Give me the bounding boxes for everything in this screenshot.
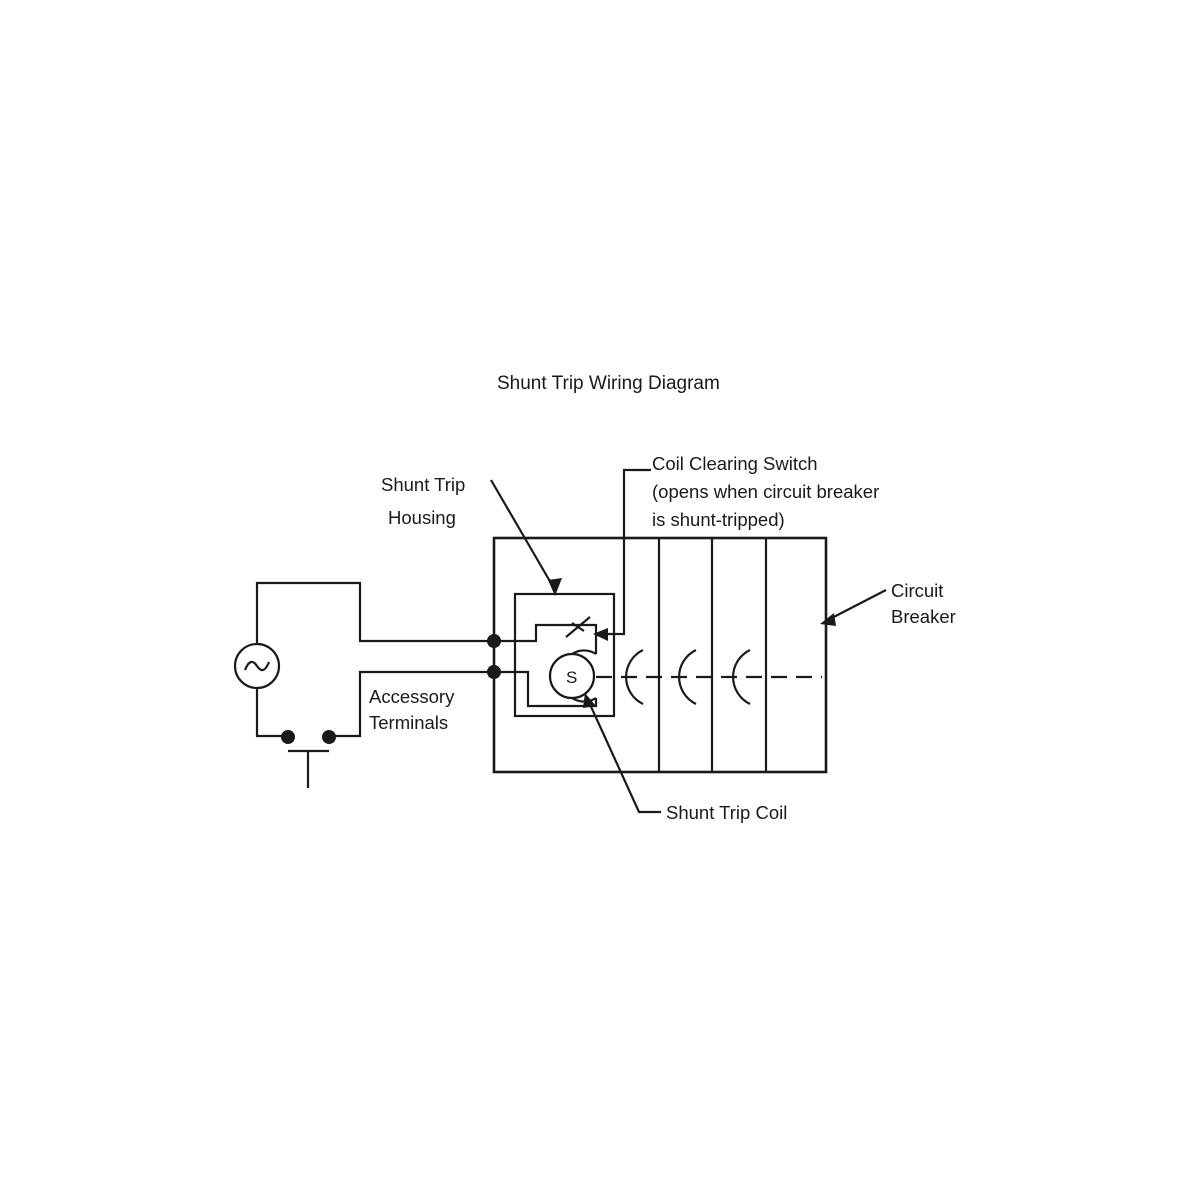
arrow-circuit-breaker (820, 613, 836, 626)
diagram-title: Shunt Trip Wiring Diagram (497, 373, 720, 394)
label-accessory-terminals-line2: Terminals (369, 712, 449, 733)
label-circuit-breaker-line2: Breaker (891, 606, 956, 627)
leader-circuit-breaker (826, 590, 886, 621)
leader-shunt-trip-housing (491, 480, 555, 590)
pushbutton-contact-left (281, 730, 295, 744)
source-to-switch-wire (257, 688, 288, 736)
housing-top-wire (494, 625, 590, 641)
label-coil-clearing-switch-line3: is shunt-tripped) (652, 509, 785, 530)
leader-coil-clearing-switch (601, 470, 651, 634)
label-coil-clearing-switch-line2: (opens when circuit breaker (652, 481, 880, 502)
label-circuit-breaker-line1: Circuit (891, 580, 944, 601)
label-shunt-trip-housing-line1: Shunt Trip (381, 474, 466, 495)
label-shunt-trip-coil: Shunt Trip Coil (666, 802, 788, 823)
label-shunt-trip-housing-line2: Housing (388, 507, 456, 528)
source-top-wire (257, 583, 494, 645)
switch-to-coil-wire (590, 625, 596, 654)
shunt-trip-coil-letter: S (566, 668, 578, 687)
label-coil-clearing-switch-line1: Coil Clearing Switch (652, 453, 818, 474)
ac-source-sine-icon (245, 662, 269, 670)
arrow-shunt-trip-coil (583, 693, 596, 708)
pushbutton-contact-right (322, 730, 336, 744)
label-accessory-terminals-line1: Accessory (369, 686, 455, 707)
